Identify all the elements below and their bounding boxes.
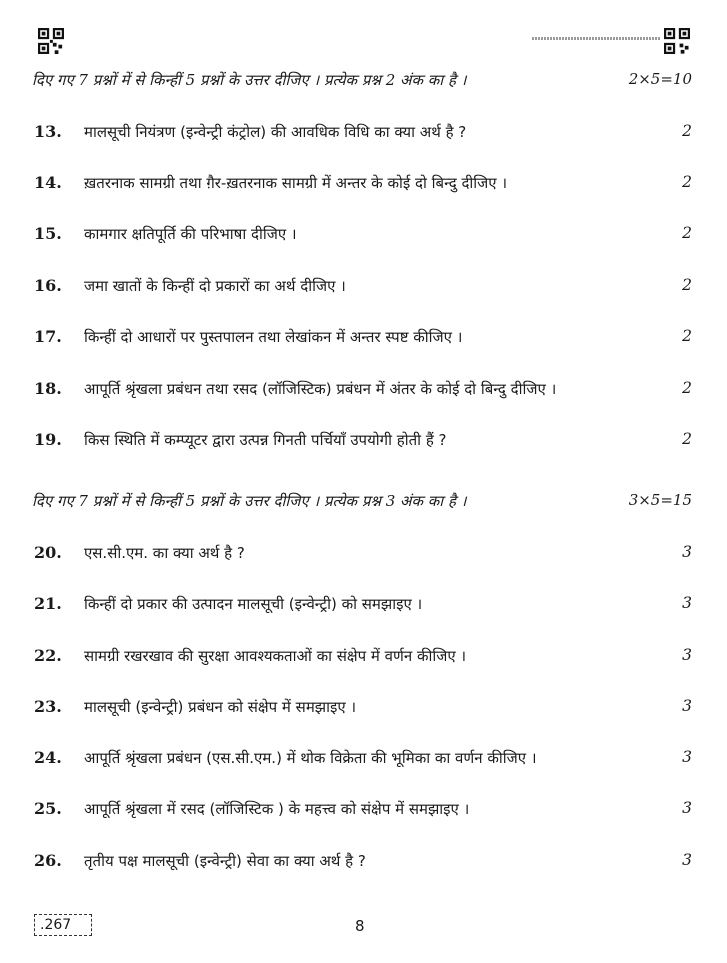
question-text: आपूर्ति श्रृंखला प्रबंधन तथा रसद (लॉजिस्टिक) प्रबंधन में अंतर के कोई दो बिन्दु दीजिए । xyxy=(84,380,557,398)
question-number: 25. xyxy=(34,799,62,818)
question-marks: 3 xyxy=(682,594,692,612)
question-item xyxy=(32,276,692,298)
question-marks: 2 xyxy=(682,173,692,191)
question-item xyxy=(32,594,692,616)
question-number: 17. xyxy=(34,327,62,346)
question-item xyxy=(32,173,692,195)
page-number: 8 xyxy=(355,917,365,935)
question-marks: 2 xyxy=(682,122,692,140)
section-b-instruction: दिए गए 7 प्रश्नों में से किन्हीं 5 प्रश्नों के उत्तर दीजिए । प्रत्येक प्रश्न 3 अंक का है । 3×5=15 xyxy=(32,491,692,510)
question-number: 19. xyxy=(34,430,62,449)
qr-code-right-icon xyxy=(664,28,690,54)
question-marks: 2 xyxy=(682,430,692,448)
question-number: 13. xyxy=(34,122,62,141)
question-marks: 2 xyxy=(682,379,692,397)
question-number: 15. xyxy=(34,224,62,243)
header-microtext xyxy=(532,37,660,40)
question-number: 26. xyxy=(34,851,62,870)
question-text: आपूर्ति श्रृंखला में रसद (लॉजिस्टिक ) के महत्त्व को संक्षेप में समझाइए । xyxy=(84,800,470,818)
question-item xyxy=(32,697,692,719)
question-item xyxy=(32,327,692,349)
question-number: 21. xyxy=(34,594,62,613)
question-marks: 2 xyxy=(682,224,692,242)
question-item xyxy=(32,379,692,401)
question-marks: 3 xyxy=(682,697,692,715)
question-number: 22. xyxy=(34,646,62,665)
question-text: मालसूची नियंत्रण (इन्वेन्ट्री कंट्रोल) की आवधिक विधि का क्या अर्थ है ? xyxy=(84,123,467,141)
section-a-instruction: दिए गए 7 प्रश्नों में से किन्हीं 5 प्रश्नों के उत्तर दीजिए । प्रत्येक प्रश्न 2 अंक का है । 2×5=10 xyxy=(32,70,692,89)
question-text: किन्हीं दो प्रकार की उत्पादन मालसूची (इन्वेन्ट्री) को समझाइए । xyxy=(84,595,423,613)
question-number: 18. xyxy=(34,379,62,398)
question-marks: 2 xyxy=(682,327,692,345)
question-marks: 3 xyxy=(682,748,692,766)
question-text: सामग्री रखरखाव की सुरक्षा आवश्यकताओं का संक्षेप में वर्णन कीजिए । xyxy=(84,647,467,665)
question-item xyxy=(32,224,692,246)
question-text: किस स्थिति में कम्प्यूटर द्वारा उत्पन्न गिनती पर्चियाँ उपयोगी होती हैं ? xyxy=(84,431,447,449)
question-text: किन्हीं दो आधारों पर पुस्तपालन तथा लेखांकन में अन्तर स्पष्ट कीजिए । xyxy=(84,328,463,346)
question-item xyxy=(32,543,692,565)
question-item xyxy=(32,748,692,770)
question-number: 14. xyxy=(34,173,62,192)
question-marks: 3 xyxy=(682,799,692,817)
paper-code: .267 xyxy=(34,914,92,936)
question-number: 20. xyxy=(34,543,62,562)
question-item xyxy=(32,646,692,668)
question-marks: 3 xyxy=(682,646,692,664)
question-item xyxy=(32,851,692,873)
question-marks: 3 xyxy=(682,851,692,869)
question-text: ख़तरनाक सामग्री तथा ग़ैर-ख़तरनाक सामग्री में अन्तर के कोई दो बिन्दु दीजिए । xyxy=(84,174,508,192)
question-text: तृतीय पक्ष मालसूची (इन्वेन्ट्री) सेवा का क्या अर्थ है ? xyxy=(84,852,366,870)
question-text: जमा खातों के किन्हीं दो प्रकारों का अर्थ दीजिए । xyxy=(84,277,346,295)
section-a-marks: 2×5=10 xyxy=(628,70,692,88)
question-item xyxy=(32,430,692,452)
question-item xyxy=(32,799,692,821)
question-marks: 2 xyxy=(682,276,692,294)
question-number: 24. xyxy=(34,748,62,767)
question-number: 23. xyxy=(34,697,62,716)
question-text: आपूर्ति श्रृंखला प्रबंधन (एस.सी.एम.) में थोक विक्रेता की भूमिका का वर्णन कीजिए । xyxy=(84,749,537,767)
question-text: कामगार क्षतिपूर्ति की परिभाषा दीजिए । xyxy=(84,225,297,243)
question-marks: 3 xyxy=(682,543,692,561)
question-item xyxy=(32,122,692,144)
question-text: मालसूची (इन्वेन्ट्री) प्रबंधन को संक्षेप में समझाइए । xyxy=(84,698,357,716)
section-b-marks: 3×5=15 xyxy=(628,491,692,509)
question-number: 16. xyxy=(34,276,62,295)
question-text: एस.सी.एम. का क्या अर्थ है ? xyxy=(84,544,245,562)
qr-code-left-icon xyxy=(38,28,64,54)
